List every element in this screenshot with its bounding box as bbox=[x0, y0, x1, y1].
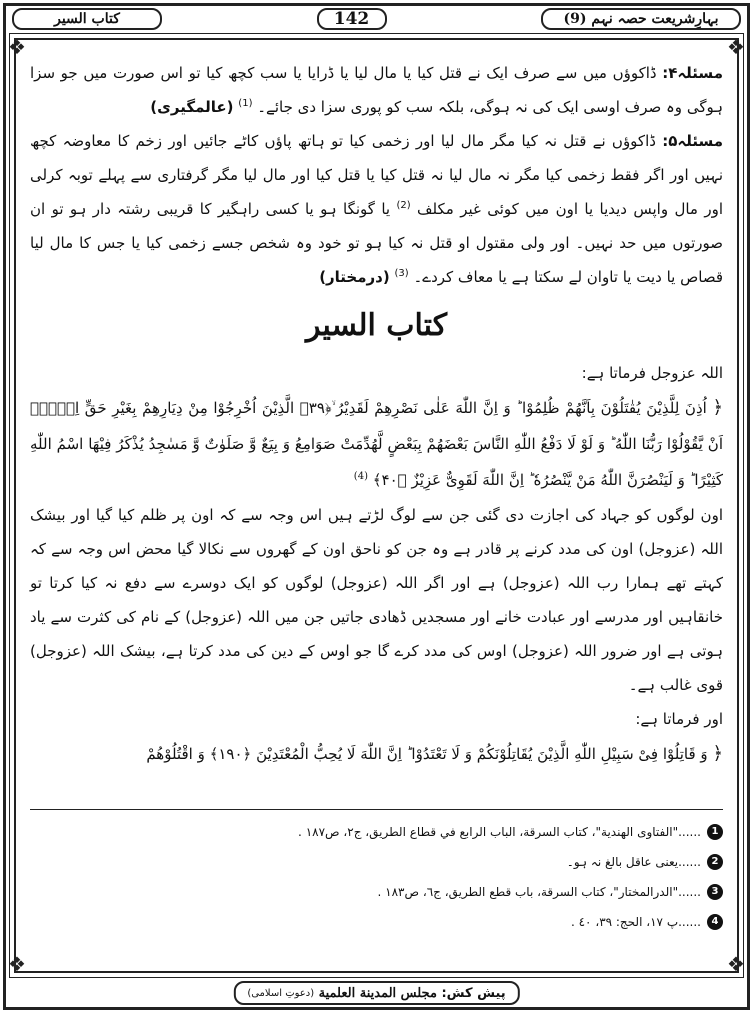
corner-ornament-icon: ❖ bbox=[8, 35, 26, 59]
masala-5 bbox=[30, 124, 723, 294]
main-content bbox=[30, 56, 723, 772]
publisher-suffix: (دعوتِ اسلامی) bbox=[247, 987, 315, 999]
footnote bbox=[30, 849, 723, 875]
corner-ornament-icon: ❖ bbox=[727, 952, 745, 976]
corner-ornament-icon: ❖ bbox=[727, 35, 745, 59]
footnotes bbox=[30, 815, 723, 939]
publisher-prefix: پیش کش: bbox=[441, 985, 506, 1001]
footnote-number: 1 bbox=[707, 824, 723, 840]
footnote-number: 4 bbox=[707, 914, 723, 930]
footnote bbox=[30, 879, 723, 905]
footnote-divider bbox=[30, 809, 723, 810]
footnote-ref: (2) bbox=[396, 200, 411, 211]
masala-4-source: (عالمگیری) bbox=[150, 98, 234, 116]
footnote-text: ......"الدرالمختار"، كتاب السرقة، باب قطع الطريق، ج٦، ص١٨٣ . bbox=[377, 885, 701, 899]
footnote-ref: (4) bbox=[353, 471, 368, 482]
footnote-number: 2 bbox=[707, 854, 723, 870]
book-title: بہارِشریعت حصہ نہم (9) bbox=[541, 8, 741, 30]
footnote-number: 3 bbox=[707, 884, 723, 900]
masala-5-text: ڈاکوؤں نے قتل نہ کیا مگر مال لیا اور زخمی کیا تو ہاتھ پاؤں کاٹے جائیں اور زخم کا معاوضہ کچھ نہیں اور اگر فقط زخمی کیا مگر نہ مال لیا نہ قتل کیا یا قتل کیا اور مال لیا مگر گرفتاری سے پہلے توبہ کرلی اور مال واپس دیدیا یا اون میں کوئی غیر مکلف bbox=[30, 132, 723, 218]
masala-5-source: (درمختار) bbox=[319, 268, 390, 286]
publisher-name: مجلس المدينة العلمية bbox=[318, 985, 437, 1001]
translation-1: اون لوگوں کو جہاد کی اجازت دی گئی جن سے لوگ لڑتے ہیں اس وجہ سے کہ اون پر ظلم کیا گیا اور بیشک اللہ (عزوجل) اون کی مدد کرنے پر قادر ہے وہ جن کو ناحق اون کے گھروں سے نکالا گیا محض اس وجہ سے کہ کہتے تھے ہمارا رب اللہ (عزوجل) ہے اور اگر اللہ (عزوجل) لوگوں کو ایک دوسرے سے دفع نہ کیا کرتا تو خانقاہیں اور مدرسے اور عبادت خانے اور مسجدیں ڈھادی جاتیں جن میں اللہ (عزوجل) کے نام کی کثرت سے یاد ہوتی ہے اور ضرور اللہ (عزوجل) اوس کی مدد کرے گا جو اوس کے دین کی مدد کرتا ہے، بیشک اللہ (عزوجل) قوی غالب ہے۔ bbox=[30, 506, 723, 694]
masala-4 bbox=[30, 56, 723, 124]
footnote-ref: (3) bbox=[394, 268, 409, 279]
footnote-text: ......"الفتاوى الهندية"، كتاب السرقة، الباب الرابع في قطاع الطريق، ج٢، ص١٨٧ . bbox=[298, 825, 701, 839]
page-number: 142 bbox=[317, 8, 387, 30]
footnote bbox=[30, 909, 723, 935]
quran-verse-2 bbox=[30, 736, 723, 772]
chapter-title: کتاب السیر bbox=[12, 8, 162, 30]
corner-ornament-icon: ❖ bbox=[8, 952, 26, 976]
verse-2-text: وَ قَاتِلُوْا فِیْ سَبِیْلِ اللّٰهِ الَّذِیْنَ یُقَاتِلُوْنَكُمْ وَ لَا تَعْتَدُوْا ؕ اِنَّ اللّٰهَ لَا یُحِبُّ الْمُعْتَدِیْنَ ﴿۱۹۰﴾ وَ اقْتُلُوْهُمْ bbox=[146, 745, 708, 763]
quran-verse-1 bbox=[30, 390, 723, 498]
page-header bbox=[0, 4, 753, 34]
footnote-text: ......پ ١٧، الحج: ٣٩، ٤٠ . bbox=[570, 915, 701, 929]
verse-open-bracket: ﴿ bbox=[712, 397, 723, 418]
footnote bbox=[30, 819, 723, 845]
intro-1: اللہ عزوجل فرماتا ہے: bbox=[581, 364, 723, 382]
section-title: کتاب السیر bbox=[305, 308, 447, 343]
masala-4-label: مسئلہ۴: bbox=[662, 64, 723, 82]
masala-5-label: مسئلہ۵: bbox=[662, 132, 723, 150]
verse-1-text: اُذِنَ لِلَّذِیْنَ یُقٰتَلُوْنَ بِاَنَّهُمْ ظُلِمُوْا ؕ وَ اِنَّ اللّٰهَ عَلٰى نَصْرِهِمْ لَقَدِیْرُ ۙ﴿۳۹﴾ الَّذِیْنَ اُخْرِجُوْا مِنْ دِیَارِهِمْ بِغَیْرِ حَقٍّ اِلَّاۤ اَنْ یَّقُوْلُوْا رَبُّنَا اللّٰهُ ؕ وَ لَوْ لَا دَفْعُ اللّٰهِ النَّاسَ بَعْضَهُمْ بِبَعْضٍ لَّهُدِّمَتْ صَوَامِعُ وَ بِیَعٌ وَّ صَلَوٰتٌ وَّ مَسٰجِدُ یُذْكَرُ فِیْهَا اسْمُ اللّٰهِ كَثِیْرًا ؕ وَ لَیَنْصُرَنَّ اللّٰهُ مَنْ یَّنْصُرُهٗ ؕ اِنَّ اللّٰهَ لَقَوِیٌّ عَزِیْزٌ ﴿۴۰﴾ bbox=[30, 399, 723, 489]
masala-5-text-2: یا گونگا ہو یا کسی راہگیر کا قریبی رشتہ دار ہو تو ان صورتوں میں حد نہیں۔ اور ولی مقتول او قتل نہ کیا ہو تو خود وہ شخص جسے زخمی کیا یا جس کا مال لیا قصاص یا دیت یا تاوان لے سکتا ہے یا معاف کردے۔ bbox=[30, 200, 723, 286]
publisher-box bbox=[233, 981, 519, 1005]
footnote-ref: (1) bbox=[238, 98, 253, 109]
masala-4-text: ڈاکوؤں میں سے صرف ایک نے قتل کیا یا مال لیا یا ڈرایا یا سب کچھ کیا تو اس صورت میں جو سزا ہوگی وہ صرف اوسی ایک کی نہ ہوگی، بلکہ سب کو پوری سزا دی جائے۔ bbox=[30, 64, 723, 116]
verse-open-bracket: ﴿ bbox=[712, 743, 723, 764]
intro-2: اور فرماتا ہے: bbox=[635, 710, 723, 728]
footnote-text: ......یعنی عاقل بالغ نہ ہو۔ bbox=[566, 855, 701, 869]
